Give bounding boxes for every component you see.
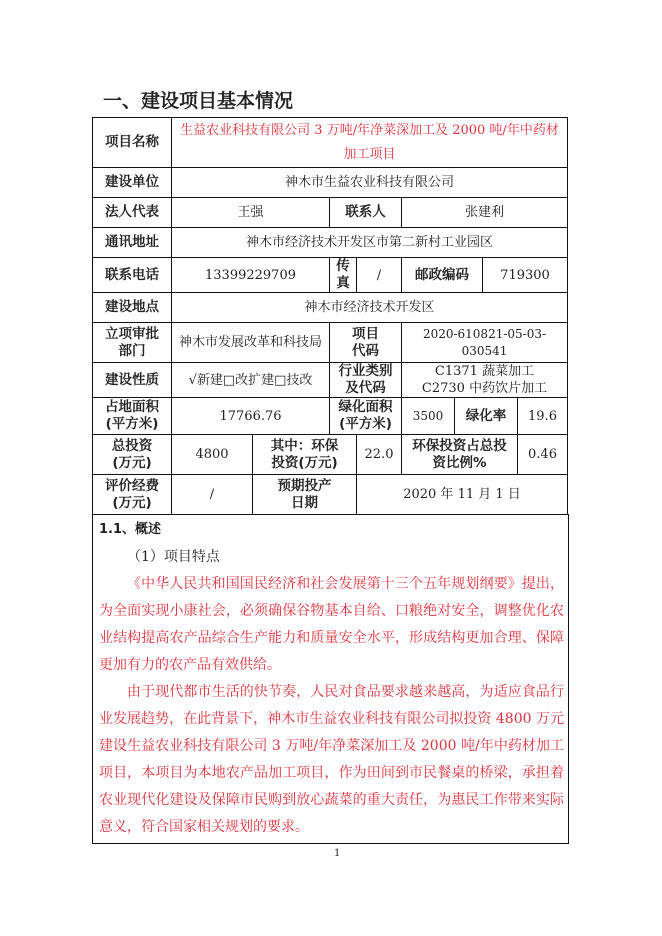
label-invest: 总投资(万元) [92,434,172,475]
label-env-invest: 其中：环保投资(万元) [252,434,357,475]
label-nature: 建设性质 [92,362,172,398]
label-area: 占地面积(平方米) [92,397,172,435]
value-env-ratio: 0.46 [517,434,568,475]
overview-paragraph-1: 《中华人民共和国国民经济和社会发展第十三个五年规划纲要》提出，为全面实现小康社会，必须确保谷物基本自给、口粮绝对安全，调整优化农业结构提高农产品综合生产能力和质量安全水平，形成结构更加合理、保障更加有力的农产品有效供给。 [99,576,564,673]
value-approval: 神木市发展改革和科技局 [171,322,330,363]
label-industry: 行业类别及代码 [329,362,402,398]
label-fee: 评价经费(万元) [92,474,172,515]
label-contact: 联系人 [329,197,402,228]
label-green-area: 绿化面积(平方米) [329,397,402,435]
value-invest: 4800 [171,434,253,475]
label-postcode: 邮政编码 [401,257,483,293]
value-contact: 张建利 [401,197,568,228]
value-date: 2020 年 11 月 1 日 [356,474,568,515]
label-project-name: 项目名称 [92,117,172,168]
label-fax: 传真 [329,257,357,293]
section-title: 一、建设项目基本情况 [103,90,294,112]
label-phone: 联系电话 [92,257,172,293]
value-legal: 王强 [171,197,330,228]
label-unit: 建设单位 [92,167,172,198]
value-phone: 13399229709 [171,257,330,293]
overview-section [92,514,569,844]
industry-code-1: C1371 蔬菜加工 [434,364,535,379]
value-project-name: 生益农业科技有限公司 3 万吨/年净菜深加工及 2000 吨/年中药材加工项目 [171,117,568,168]
value-unit: 神木市生益农业科技有限公司 [171,167,568,198]
value-green-rate: 19.6 [517,397,568,435]
overview-subheading: （1）项目特点 [127,549,220,565]
label-site: 建设地点 [92,292,172,323]
page-number: 1 [334,848,341,859]
value-green-area: 3500 [401,397,455,435]
label-approval: 立项审批部门 [92,322,172,363]
label-env-ratio: 环保投资占总投资比例% [401,434,518,475]
label-code: 项目代码 [329,322,402,363]
label-legal: 法人代表 [92,197,172,228]
value-nature: √新建□改扩建□技改 [171,362,330,398]
value-industry [401,362,568,398]
label-address: 通讯地址 [92,227,172,258]
label-date: 预期投产日期 [252,474,357,515]
value-env-invest: 22.0 [356,434,402,475]
value-postcode: 719300 [482,257,568,293]
value-site: 神木市经济技术开发区 [171,292,568,323]
value-address: 神木市经济技术开发区市第二新村工业园区 [171,227,568,258]
overview-heading: 1.1、概述 [99,522,162,537]
label-green-rate: 绿化率 [454,397,518,435]
value-area: 17766.76 [171,397,330,435]
value-code: 2020-610821-05-03-030541 [401,322,568,363]
overview-paragraph-2: 由于现代都市生活的快节奏，人民对食品要求越来越高，为适应食品行业发展趋势，在此背景下，神木市生益农业科技有限公司拟投资 4800 万元建设生益农业科技有限公司 3 万吨/年净菜深加工及 2000 吨/年中药材加工项目，本项目为本地农产品加工项目，作为田间到市民餐桌的桥梁，承担着农业现代化建设及保障市民购到放心蔬菜的重大责任，为惠民工作带来实际意义，符合国家相关规划的要求。 [99,684,564,835]
industry-code-2: C2730 中药饮片加工 [421,381,548,396]
value-fax: / [356,257,402,293]
value-fee: / [171,474,253,515]
